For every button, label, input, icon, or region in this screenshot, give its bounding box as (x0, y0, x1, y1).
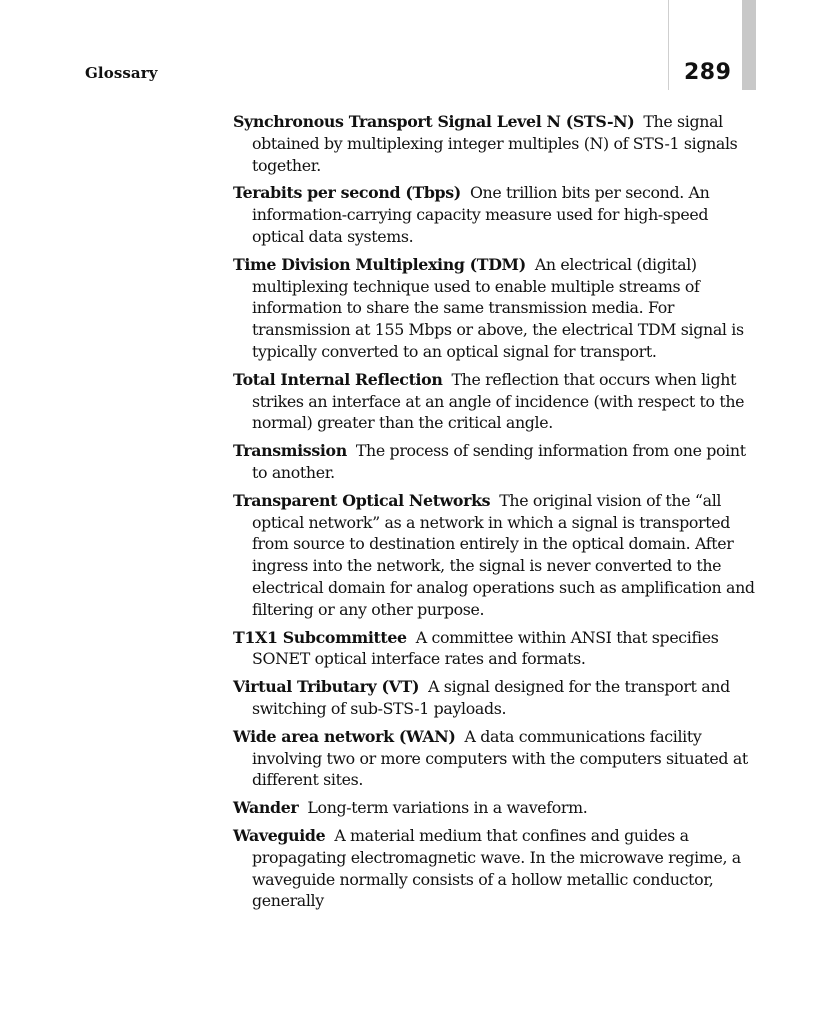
entry-term: Wander (233, 798, 299, 818)
running-head: Glossary (85, 64, 158, 82)
entry-definition: One trillion bits per second. An information-carrying capacity measure used for high-speed optical data systems. (252, 183, 710, 246)
entry-definition: A committee within ANSI that specifies SONET optical interface rates and formats. (252, 627, 719, 669)
entry-term: Virtual Tributary (VT) (233, 677, 420, 697)
glossary-entry-tdm (233, 254, 763, 363)
glossary-entry-t1x1-subcommittee (233, 627, 763, 671)
entry-definition: A material medium that confines and guides a propagating electromagnetic wave. In the microwave regime, a waveguide normally consists of a hollow metallic conductor, generally (252, 825, 741, 911)
entry-definition: A data communications facility involving two or more computers with the computers situated at different sites. (252, 726, 748, 790)
entry-definition: An electrical (digital) multiplexing technique used to enable multiple streams of information to share the same transmission media. For transmission at 155 Mbps or above, the electrical TDM signal is typically converted to an optical signal for transport. (252, 254, 744, 361)
entry-term: Transparent Optical Networks (233, 490, 491, 510)
entry-term: Transmission (233, 441, 347, 461)
glossary-entry-virtual-tributary (233, 676, 763, 720)
glossary-entry-waveguide (233, 825, 763, 912)
entry-term: Synchronous Transport Signal Level N (STS-N) (233, 112, 635, 131)
entry-definition: The original vision of the “all optical network” as a network in which a signal is transported from source to destination entirely in the optical domain. After ingress into the network, the signal is never converted to the electrical domain for analog operations such as amplification and filtering or any other purpose. (252, 490, 755, 619)
glossary-entry-tbps (233, 182, 763, 247)
glossary-entry-transparent-optical-networks (233, 490, 763, 621)
glossary-entry-sts-n (233, 111, 763, 176)
glossary-entry-wan (233, 726, 763, 791)
entry-term: Wide area network (WAN) (233, 726, 456, 746)
page-tab-shadow (742, 0, 756, 90)
entry-definition: The reflection that occurs when light strikes an interface at an angle of incidence (with respect to the normal) greater than the critical angle. (252, 369, 745, 433)
glossary-entry-transmission (233, 440, 763, 484)
entry-term: T1X1 Subcommittee (233, 627, 407, 647)
glossary-entry-wander (233, 797, 763, 819)
entry-term: Time Division Multiplexing (TDM) (233, 254, 526, 274)
entry-term: Terabits per second (Tbps) (233, 183, 461, 203)
entry-term: Waveguide (233, 825, 326, 845)
glossary-entry-total-internal-reflection (233, 369, 763, 434)
entry-definition: Long-term variations in a waveform. (307, 798, 588, 818)
page-number: 289 (684, 60, 732, 85)
glossary-entries (233, 111, 763, 918)
entry-definition: The signal obtained by multiplexing integer multiples (N) of STS-1 signals together. (252, 112, 738, 175)
entry-definition: The process of sending information from one point to another. (252, 441, 746, 482)
entry-term: Total Internal Reflection (233, 369, 443, 389)
entry-definition: A signal designed for the transport and switching of sub-STS-1 payloads. (252, 677, 730, 718)
